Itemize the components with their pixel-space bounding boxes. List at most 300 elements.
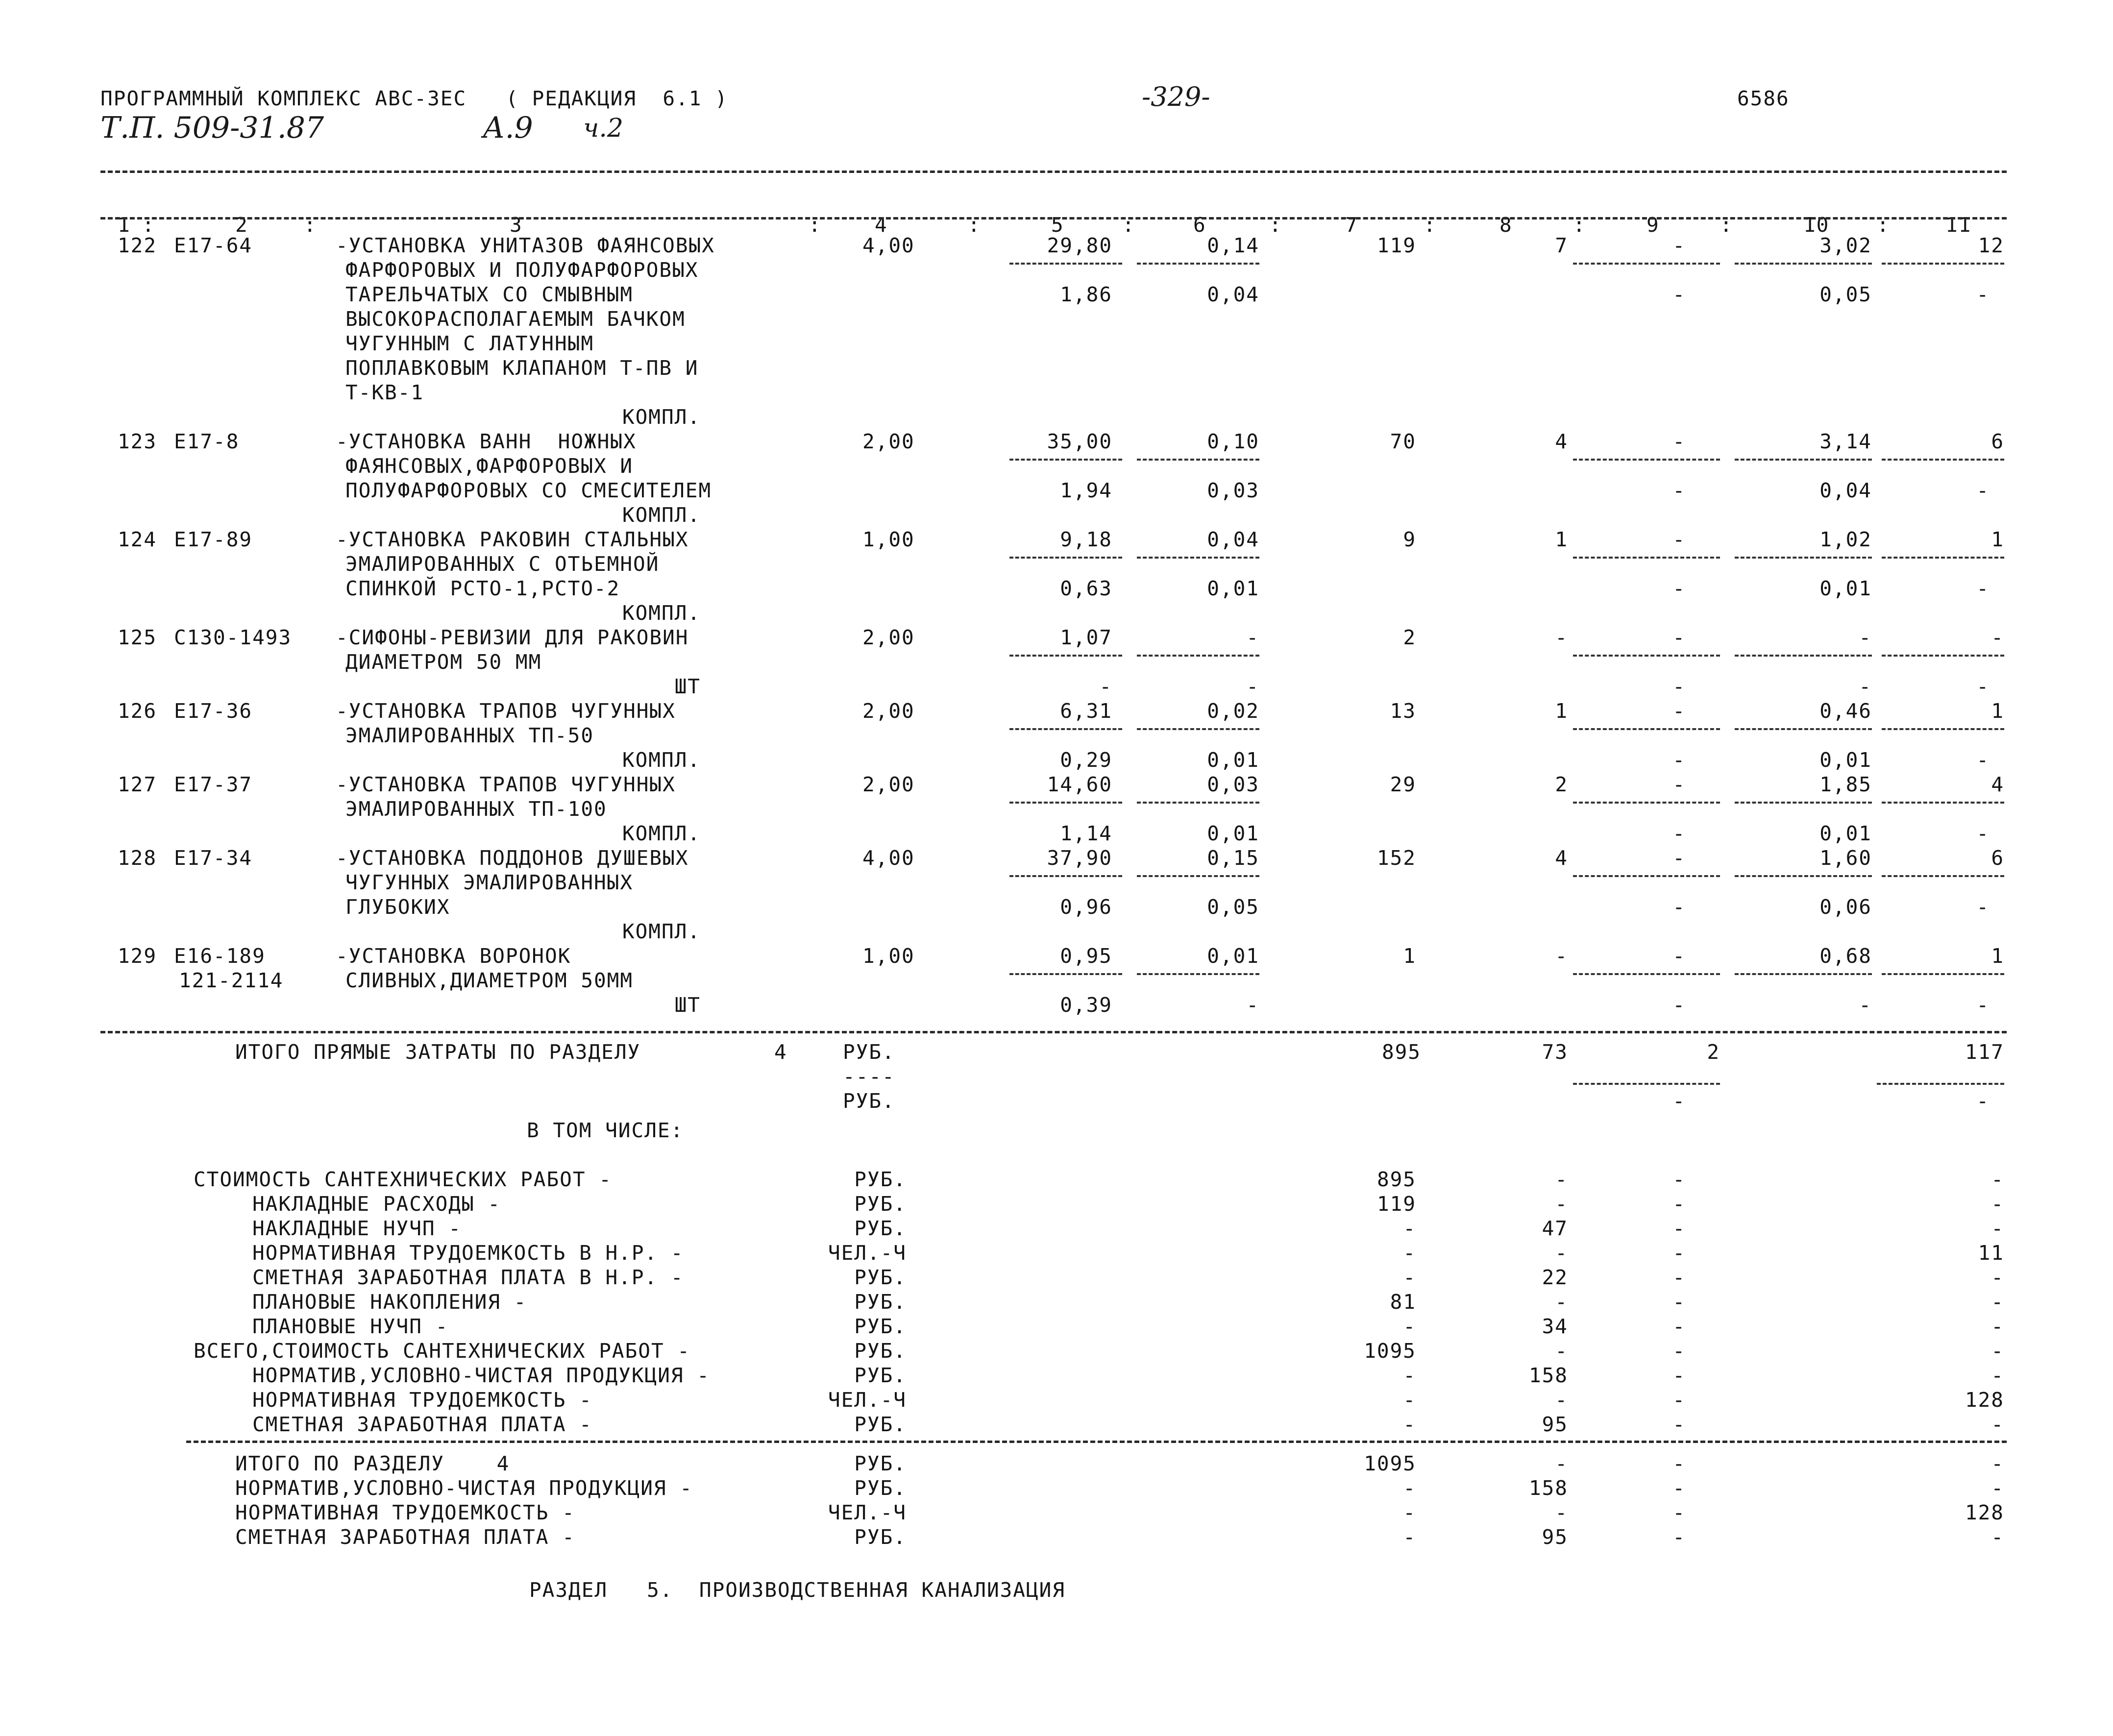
summary-col8: 47: [1542, 1217, 1568, 1240]
summary-col8: -: [1555, 1452, 1568, 1475]
summary-col11: -: [1991, 1339, 2004, 1363]
col9-rule: [1573, 728, 1720, 730]
item-description-line: ЧУГУННЫХ ЭМАЛИРОВАННЫХ: [345, 871, 634, 894]
col5-rule: [1009, 557, 1122, 559]
summary-col11: 128: [1965, 1501, 2004, 1524]
col-10: 10: [1803, 213, 1830, 237]
item-number: 125: [118, 626, 157, 649]
summary-unit: РУБ.: [854, 1217, 907, 1240]
wage-total: 2: [1555, 773, 1568, 796]
summary-col9: -: [1672, 1476, 1686, 1500]
summary-col8: -: [1555, 1168, 1568, 1191]
unit-cost-total: 0,95: [1060, 944, 1112, 968]
item-description-line: СПИНКОЙ РСТО-1,РСТО-2: [345, 577, 620, 600]
col9-rule: [1573, 557, 1720, 559]
unit-cost-wage: 0,29: [1060, 748, 1112, 772]
item-unit: КОМПЛ.: [622, 822, 701, 845]
summary-col8: 95: [1542, 1413, 1568, 1436]
col-5: 5: [1051, 213, 1064, 237]
item-code-2: 121-2114: [179, 969, 284, 992]
summary-col9: -: [1672, 1413, 1686, 1436]
labor-hours-total: 1: [1991, 528, 2004, 551]
summary-col11: -: [1991, 1168, 2004, 1191]
summary-unit: РУБ.: [854, 1525, 907, 1549]
summary-unit: РУБ.: [854, 1413, 907, 1436]
col-4: 4: [875, 213, 888, 237]
labor-cost-wage: 0,05: [1207, 895, 1259, 919]
summary-unit: ЧЕЛ.-Ч: [828, 1388, 907, 1412]
col5-rule: [1009, 802, 1122, 804]
labor-hours-total-b: -: [1976, 895, 1990, 919]
summary-col8: -: [1555, 1241, 1568, 1265]
wage-total: 1: [1555, 699, 1568, 723]
col-1: 1: [118, 213, 131, 237]
item-unit: КОМПЛ.: [622, 601, 701, 625]
summary-unit: РУБ.: [854, 1452, 907, 1475]
machine-wage: -: [1672, 283, 1686, 306]
col-6: 6: [1193, 213, 1206, 237]
col11-rule: [1882, 802, 2004, 804]
col5-rule: [1009, 875, 1122, 877]
total-direct-col11: 117: [1965, 1040, 2004, 1064]
summary-unit: ЧЕЛ.-Ч: [828, 1501, 907, 1524]
labor-hours-total: 1: [1991, 944, 2004, 968]
summary-col11: -: [1991, 1364, 2004, 1387]
item-number: 126: [118, 699, 157, 723]
item-quantity: 2,00: [862, 773, 915, 796]
summary-unit: РУБ.: [854, 1266, 907, 1289]
total-direct-col8: 73: [1542, 1040, 1568, 1064]
item-number: 128: [118, 846, 157, 870]
cost-total: 1: [1403, 944, 1416, 968]
summary-col7: -: [1403, 1217, 1416, 1240]
labor-hours-unit-b: -: [1859, 675, 1872, 698]
summary-col8: -: [1555, 1388, 1568, 1412]
item-unit: ШТ: [674, 993, 701, 1017]
summary-label: ПЛАНОВЫЕ НУЧП -: [252, 1315, 449, 1338]
item-number: 129: [118, 944, 157, 968]
labor-cost-wage: -: [1246, 993, 1259, 1017]
item-number: 127: [118, 773, 157, 796]
summary-col11: -: [1991, 1266, 2004, 1289]
summary-unit: РУБ.: [854, 1315, 907, 1338]
item-description-line: ЧУГУННЫМ С ЛАТУННЫМ: [345, 332, 594, 355]
summary-col9: -: [1672, 1168, 1686, 1191]
labor-cost-total: 0,10: [1207, 430, 1259, 453]
col10-rule: [1735, 655, 1872, 657]
summary-col7: 895: [1376, 1168, 1416, 1191]
item-description-line: ДИАМЕТРОМ 50 ММ: [345, 650, 542, 674]
total-direct-section: 4: [774, 1040, 787, 1064]
labor-hours-total: 6: [1991, 846, 2004, 870]
labor-hours-unit: 0,46: [1819, 699, 1872, 723]
col6-rule: [1137, 557, 1259, 559]
col5-rule: [1009, 728, 1122, 730]
item-description-line: -СИФОНЫ-РЕВИЗИИ ДЛЯ РАКОВИН: [336, 626, 689, 649]
item-description-line: ПОЛУФАРФОРОВЫХ СО СМЕСИТЕЛЕМ: [345, 479, 712, 502]
machine-wage: -: [1672, 895, 1686, 919]
summary-col11: -: [1991, 1476, 2004, 1500]
col9-rule: [1573, 875, 1720, 877]
item-description-line: ПОПЛАВКОВЫМ КЛАПАНОМ Т-ПВ И: [345, 356, 699, 380]
item-quantity: 2,00: [862, 699, 915, 723]
col11-rule: [1882, 875, 2004, 877]
item-description-line: ВЫСОКОРАСПОЛАГАЕМЫМ БАЧКОМ: [345, 307, 686, 331]
labor-cost-wage: 0,04: [1207, 283, 1259, 306]
summary-label: СМЕТНАЯ ЗАРАБОТНАЯ ПЛАТА В Н.Р. -: [252, 1266, 684, 1289]
col11-rule: [1882, 459, 2004, 461]
item-quantity: 4,00: [862, 234, 915, 257]
summary-unit: РУБ.: [854, 1290, 907, 1314]
col9-rule: [1573, 973, 1720, 975]
labor-hours-total-b: -: [1976, 479, 1990, 502]
item-quantity: 1,00: [862, 944, 915, 968]
summary-col8: 158: [1528, 1476, 1568, 1500]
item-unit: КОМПЛ.: [622, 748, 701, 772]
item-code: С130-1493: [174, 626, 292, 649]
summary-col8: -: [1555, 1339, 1568, 1363]
summary-col8: 95: [1542, 1525, 1568, 1549]
summary-col9: -: [1672, 1364, 1686, 1387]
machine-wage: -: [1672, 993, 1686, 1017]
summary-col9: -: [1672, 1290, 1686, 1314]
labor-cost-total: -: [1246, 626, 1259, 649]
summary-label: СМЕТНАЯ ЗАРАБОТНАЯ ПЛАТА -: [252, 1413, 592, 1436]
unit-cost-wage: 1,94: [1060, 479, 1112, 502]
col9-rule: [1573, 655, 1720, 657]
col-7: 7: [1345, 213, 1358, 237]
summary-col9: -: [1672, 1315, 1686, 1338]
summary-label: НОРМАТИВНАЯ ТРУДОЕМКОСТЬ -: [252, 1388, 592, 1412]
col6-rule: [1137, 973, 1259, 975]
summary-col9: -: [1672, 1525, 1686, 1549]
col6-rule: [1137, 802, 1259, 804]
total-direct-col9-rule: [1573, 1083, 1720, 1085]
item-unit: ШТ: [674, 675, 701, 698]
labor-cost-total: 0,15: [1207, 846, 1259, 870]
summary-col11: -: [1991, 1192, 2004, 1216]
summary-col7: -: [1403, 1413, 1416, 1436]
item-quantity: 4,00: [862, 846, 915, 870]
col10-rule: [1735, 728, 1872, 730]
summary-col11: -: [1991, 1452, 2004, 1475]
summary-col7: -: [1403, 1241, 1416, 1265]
unit-cost-total: 37,90: [1047, 846, 1112, 870]
summary-unit: РУБ.: [854, 1192, 907, 1216]
item-code: Е17-8: [174, 430, 240, 453]
labor-hours-unit-b: 0,06: [1819, 895, 1872, 919]
col9-rule: [1573, 263, 1720, 265]
item-description-line: ТАРЕЛЬЧАТЫХ СО СМЫВНЫМ: [345, 283, 634, 306]
wage-total: 4: [1555, 846, 1568, 870]
item-unit: КОМПЛ.: [622, 503, 701, 527]
summary-label: НОРМАТИВНАЯ ТРУДОЕМКОСТЬ -: [235, 1501, 575, 1524]
summary-col7: -: [1403, 1266, 1416, 1289]
labor-cost-total: 0,03: [1207, 773, 1259, 796]
labor-hours-total-b: -: [1976, 748, 1990, 772]
item-quantity: 1,00: [862, 528, 915, 551]
next-section-title: РАЗДЕЛ 5. ПРОИЗВОДСТВЕННАЯ КАНАЛИЗАЦИЯ: [529, 1578, 1066, 1602]
unit-cost-total: 1,07: [1060, 626, 1112, 649]
wage-total: -: [1555, 626, 1568, 649]
col5-rule: [1009, 655, 1122, 657]
labor-cost-wage: 0,01: [1207, 822, 1259, 845]
col-2: 2: [235, 213, 248, 237]
summary-label: ПЛАНОВЫЕ НАКОПЛЕНИЯ -: [252, 1290, 527, 1314]
labor-hours-unit-b: -: [1859, 993, 1872, 1017]
total-direct-unit-2: РУБ.: [843, 1089, 895, 1113]
labor-hours-total-b: -: [1976, 283, 1990, 306]
summary-label: НОРМАТИВ,УСЛОВНО-ЧИСТАЯ ПРОДУКЦИЯ -: [252, 1364, 710, 1387]
labor-hours-total: -: [1991, 626, 2004, 649]
handwritten-part: ч.2: [583, 114, 623, 143]
summary-label: СМЕТНАЯ ЗАРАБОТНАЯ ПЛАТА -: [235, 1525, 575, 1549]
summary-col8: -: [1555, 1290, 1568, 1314]
machine-cost: -: [1672, 430, 1686, 453]
summary-label: НОРМАТИВ,УСЛОВНО-ЧИСТАЯ ПРОДУКЦИЯ -: [235, 1476, 693, 1500]
item-code: Е17-89: [174, 528, 253, 551]
labor-hours-unit-b: 0,04: [1819, 479, 1872, 502]
col5-rule: [1009, 263, 1122, 265]
col-3: 3: [510, 213, 523, 237]
labor-cost-total: 0,14: [1207, 234, 1259, 257]
unit-cost-total: 14,60: [1047, 773, 1112, 796]
item-description-line: -УСТАНОВКА УНИТАЗОВ ФАЯНСОВЫХ: [336, 234, 715, 257]
summary-col7: 1095: [1364, 1339, 1416, 1363]
summary-col9: -: [1672, 1388, 1686, 1412]
col5-rule: [1009, 459, 1122, 461]
unit-cost-wage: -: [1099, 675, 1112, 698]
item-description-line: -УСТАНОВКА ВАНН НОЖНЫХ: [336, 430, 637, 453]
machine-wage: -: [1672, 675, 1686, 698]
item-description-line: Т-КВ-1: [345, 381, 424, 404]
cost-total: 29: [1390, 773, 1416, 796]
labor-cost-total: 0,04: [1207, 528, 1259, 551]
cost-total: 119: [1376, 234, 1416, 257]
labor-hours-unit: 1,02: [1819, 528, 1872, 551]
col6-rule: [1137, 655, 1259, 657]
summary-col8: -: [1555, 1501, 1568, 1524]
summary-col8: 158: [1528, 1364, 1568, 1387]
summary-label: ВСЕГО,СТОИМОСТЬ САНТЕХНИЧЕСКИХ РАБОТ -: [194, 1339, 690, 1363]
summary-col8: 22: [1542, 1266, 1568, 1289]
summary-col11: -: [1991, 1413, 2004, 1436]
program-header: ПРОГРАММНЫЙ КОМПЛЕКС АВС-3ЕС ( РЕДАКЦИЯ 6.1 ): [100, 87, 728, 110]
machine-wage: -: [1672, 822, 1686, 845]
labor-hours-total: 12: [1978, 234, 2004, 257]
col9-rule: [1573, 459, 1720, 461]
labor-hours-unit: 1,85: [1819, 773, 1872, 796]
labor-hours-total-b: -: [1976, 993, 1990, 1017]
labor-hours-unit: 3,14: [1819, 430, 1872, 453]
handwritten-tp: Т.П. 509-31.87: [100, 111, 324, 145]
labor-hours-total: 1: [1991, 699, 2004, 723]
labor-hours-unit-b: 0,01: [1819, 577, 1872, 600]
col6-rule: [1137, 728, 1259, 730]
item-quantity: 2,00: [862, 430, 915, 453]
machine-cost: -: [1672, 699, 1686, 723]
labor-cost-total: 0,02: [1207, 699, 1259, 723]
col10-rule: [1735, 973, 1872, 975]
item-number: 122: [118, 234, 157, 257]
col-8: 8: [1499, 213, 1513, 237]
unit-cost-wage: 0,39: [1060, 993, 1112, 1017]
unit-cost-wage: 1,14: [1060, 822, 1112, 845]
item-number: 124: [118, 528, 157, 551]
total-direct-col11b: -: [1976, 1089, 1990, 1113]
cost-total: 13: [1390, 699, 1416, 723]
item-description-line: ЭМАЛИРОВАННЫХ ТП-100: [345, 797, 607, 821]
unit-cost-total: 6,31: [1060, 699, 1112, 723]
item-description-line: ФАРФОРОВЫХ И ПОЛУФАРФОРОВЫХ: [345, 258, 699, 282]
summary-label: НАКЛАДНЫЕ РАСХОДЫ -: [252, 1192, 501, 1216]
labor-hours-unit: -: [1859, 626, 1872, 649]
col10-rule: [1735, 459, 1872, 461]
col10-rule: [1735, 875, 1872, 877]
wage-total: -: [1555, 944, 1568, 968]
summary-col7: 81: [1390, 1290, 1416, 1314]
item-code: Е17-37: [174, 773, 253, 796]
summary-label: НОРМАТИВНАЯ ТРУДОЕМКОСТЬ В Н.Р. -: [252, 1241, 684, 1265]
summary-col11: 128: [1965, 1388, 2004, 1412]
col11-rule: [1882, 973, 2004, 975]
machine-cost: -: [1672, 773, 1686, 796]
item-description-line: -УСТАНОВКА ТРАПОВ ЧУГУННЫХ: [336, 699, 676, 723]
col11-rule: [1882, 655, 2004, 657]
summary-col9: -: [1672, 1339, 1686, 1363]
summary-col7: -: [1403, 1315, 1416, 1338]
summary-col9: -: [1672, 1192, 1686, 1216]
page-number: -329-: [1142, 81, 1210, 112]
summary-col11: -: [1991, 1525, 2004, 1549]
machine-cost: -: [1672, 234, 1686, 257]
items-end-rule: [100, 1031, 2007, 1033]
col6-rule: [1137, 263, 1259, 265]
including-heading: В ТОМ ЧИСЛЕ:: [527, 1119, 684, 1142]
summary-col8: -: [1555, 1192, 1568, 1216]
labor-hours-unit: 3,02: [1819, 234, 1872, 257]
unit-cost-total: 35,00: [1047, 430, 1112, 453]
summary-col7: -: [1403, 1501, 1416, 1524]
labor-hours-unit-b: 0,01: [1819, 748, 1872, 772]
labor-cost-wage: 0,01: [1207, 748, 1259, 772]
wage-total: 7: [1555, 234, 1568, 257]
cost-total: 2: [1403, 626, 1416, 649]
summary-label: СТОИМОСТЬ САНТЕХНИЧЕСКИХ РАБОТ -: [194, 1168, 612, 1191]
summary-unit: РУБ.: [854, 1168, 907, 1191]
unit-cost-total: 9,18: [1060, 528, 1112, 551]
summary-col7: 119: [1376, 1192, 1416, 1216]
unit-cost-wage: 0,63: [1060, 577, 1112, 600]
summary-unit: РУБ.: [854, 1364, 907, 1387]
item-description-line: -УСТАНОВКА ВОРОНОК: [336, 944, 571, 968]
item-description-line: ЭМАЛИРОВАННЫХ ТП-50: [345, 724, 594, 747]
labor-hours-unit: 1,60: [1819, 846, 1872, 870]
summary-col7: -: [1403, 1476, 1416, 1500]
summary-col7: -: [1403, 1364, 1416, 1387]
col10-rule: [1735, 802, 1872, 804]
col-11: 11: [1945, 213, 1972, 237]
col10-rule: [1735, 263, 1872, 265]
item-code: Е17-64: [174, 234, 253, 257]
summary-label: ИТОГО ПО РАЗДЕЛУ 4: [235, 1452, 510, 1475]
labor-hours-total: 4: [1991, 773, 2004, 796]
item-quantity: 2,00: [862, 626, 915, 649]
summary-col11: 11: [1978, 1241, 2004, 1265]
col11-rule: [1882, 263, 2004, 265]
handwritten-album: А.9: [483, 111, 533, 145]
summary-col8: 34: [1542, 1315, 1568, 1338]
wage-total: 4: [1555, 430, 1568, 453]
header-rule-bottom: [100, 217, 2007, 220]
item-description-line: СЛИВНЫХ,ДИАМЕТРОМ 50ММ: [345, 969, 634, 992]
summary-col9: -: [1672, 1266, 1686, 1289]
machine-cost: -: [1672, 944, 1686, 968]
document-code: 6586: [1737, 87, 1790, 110]
unit-cost-wage: 0,96: [1060, 895, 1112, 919]
machine-wage: -: [1672, 479, 1686, 502]
item-number: 123: [118, 430, 157, 453]
total-direct-col9b: -: [1672, 1089, 1686, 1113]
wage-total: 1: [1555, 528, 1568, 551]
item-code: Е17-34: [174, 846, 253, 870]
summary-col7: -: [1403, 1525, 1416, 1549]
machine-wage: -: [1672, 748, 1686, 772]
col6-rule: [1137, 459, 1259, 461]
summary-col7: 1095: [1364, 1452, 1416, 1475]
col9-rule: [1573, 802, 1720, 804]
unit-cost-total: 29,80: [1047, 234, 1112, 257]
machine-cost: -: [1672, 528, 1686, 551]
total-direct-col11-rule: [1877, 1083, 2004, 1085]
labor-hours-total-b: -: [1976, 822, 1990, 845]
total-direct-col9: 2: [1707, 1040, 1720, 1064]
summary-col11: -: [1991, 1290, 2004, 1314]
unit-cost-wage: 1,86: [1060, 283, 1112, 306]
col-9: 9: [1646, 213, 1660, 237]
labor-hours-total-b: -: [1976, 577, 1990, 600]
labor-cost-wage: 0,01: [1207, 577, 1259, 600]
summary-label: НАКЛАДНЫЕ НУЧП -: [252, 1217, 462, 1240]
summary-col9: -: [1672, 1501, 1686, 1524]
col6-rule: [1137, 875, 1259, 877]
labor-hours-unit-b: 0,01: [1819, 822, 1872, 845]
item-unit: КОМПЛ.: [622, 920, 701, 943]
machine-cost: -: [1672, 626, 1686, 649]
summary-unit: РУБ.: [854, 1476, 907, 1500]
labor-hours-total-b: -: [1976, 675, 1990, 698]
item-description-line: ГЛУБОКИХ: [345, 895, 450, 919]
machine-wage: -: [1672, 577, 1686, 600]
col10-rule: [1735, 557, 1872, 559]
labor-cost-wage: -: [1246, 675, 1259, 698]
summary-col9: -: [1672, 1241, 1686, 1265]
summary-unit: РУБ.: [854, 1339, 907, 1363]
cost-total: 9: [1403, 528, 1416, 551]
summary-col7: -: [1403, 1388, 1416, 1412]
col11-rule: [1882, 728, 2004, 730]
summary-col11: -: [1991, 1315, 2004, 1338]
total-direct-unit-dashes: ----: [843, 1065, 895, 1088]
labor-cost-wage: 0,03: [1207, 479, 1259, 502]
summary-col9: -: [1672, 1452, 1686, 1475]
summary-unit: ЧЕЛ.-Ч: [828, 1241, 907, 1265]
cost-total: 152: [1376, 846, 1416, 870]
header-rule-top: [100, 171, 2007, 173]
col5-rule: [1009, 973, 1122, 975]
machine-cost: -: [1672, 846, 1686, 870]
item-description-line: ФАЯНСОВЫХ,ФАРФОРОВЫХ И: [345, 454, 634, 478]
